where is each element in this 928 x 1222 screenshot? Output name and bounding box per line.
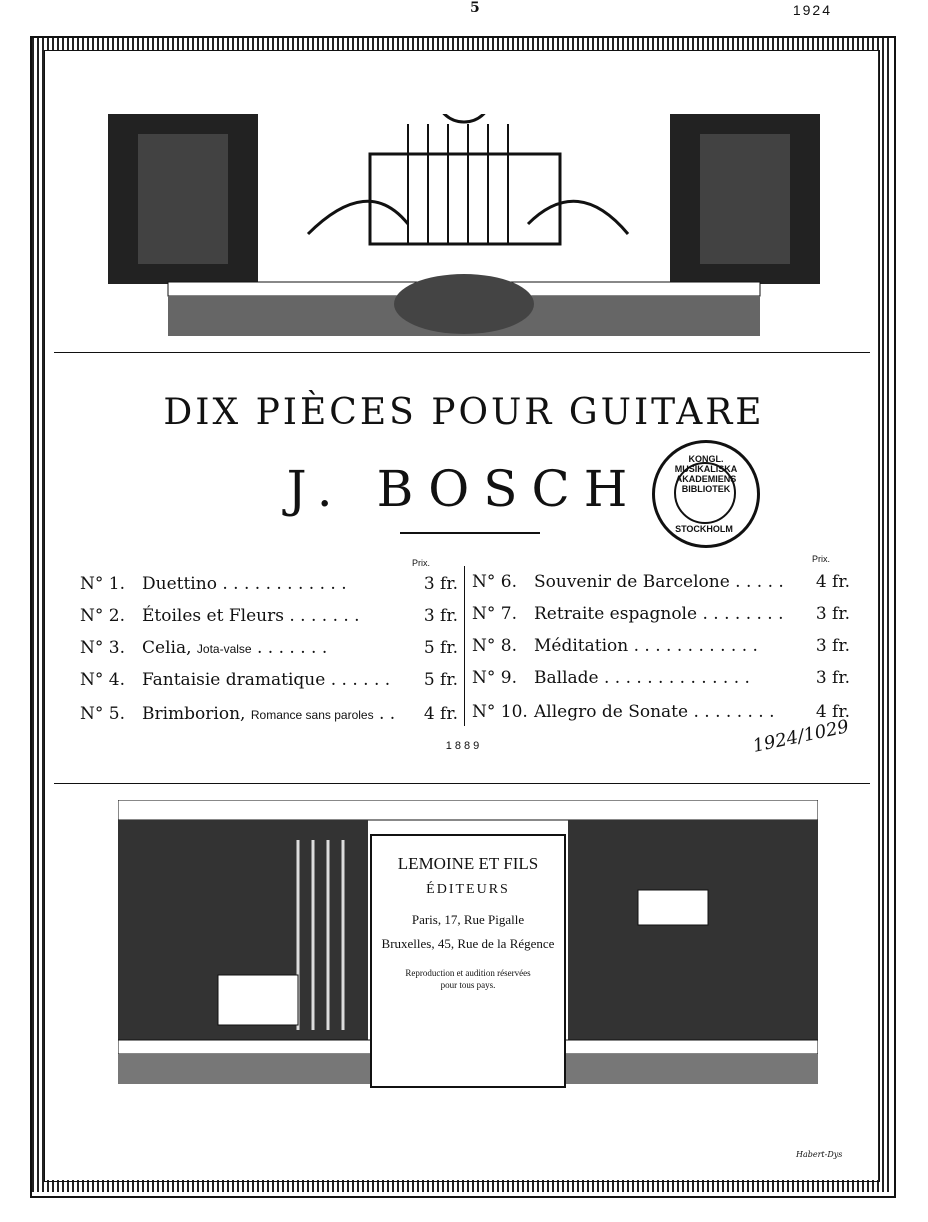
piece-price: 4 fr.: [815, 572, 850, 592]
piece-title: Étoiles et Fleurs: [142, 606, 284, 626]
stamp-city: STOCKHOLM: [675, 524, 733, 534]
piece-title: Celia,: [142, 638, 192, 658]
piece-row: N° 10. Allegro de Sonate . . . . . . . . 4 fr.: [472, 702, 850, 722]
piece-price: 3 fr.: [423, 606, 458, 626]
stamp-ring-text: KONGL. MUSIKALISKA AKADEMIENS BIBLIOTEK: [674, 454, 738, 494]
work-title: DIX PIÈCES POUR GUITARE: [163, 392, 765, 433]
rights-notice: Reproduction et audition réservées: [405, 968, 531, 978]
prix-label-left: Prix.: [412, 558, 430, 568]
piece-row: N° 5. Brimborion, Romance sans paroles . . 4 fr.: [80, 704, 458, 724]
piece-price: 3 fr.: [815, 636, 850, 656]
publication-date: 1889: [445, 740, 483, 752]
piece-number: N° 2.: [80, 606, 125, 626]
piece-number: N° 3.: [80, 638, 125, 658]
piece-title: Duettino: [142, 574, 217, 594]
piece-price: 5 fr.: [423, 638, 458, 658]
publisher-cartouche: [370, 834, 566, 1088]
piece-title: Ballade: [534, 668, 599, 688]
catalog-year: 1924: [792, 2, 832, 18]
piece-number: N° 4.: [80, 670, 125, 690]
piece-row: N° 1. Duettino . . . . . . . . . . . . 3 fr.: [80, 574, 458, 594]
piece-number: N° 5.: [80, 704, 125, 724]
engraver-signature: Habert-Dys: [796, 1150, 843, 1159]
publisher-address-paris: Paris, 17, Rue Pigalle: [411, 912, 525, 927]
piece-number: N° 1.: [80, 574, 125, 594]
piece-row: N° 8. Méditation . . . . . . . . . . . . 3 fr.: [472, 636, 850, 656]
piece-price: 5 fr.: [423, 670, 458, 690]
piece-row: N° 4. Fantaisie dramatique . . . . . . 5 fr.: [80, 670, 458, 690]
piece-number: N° 10.: [472, 702, 528, 722]
piece-row: N° 3. Celia, Jota-valse . . . . . . . 5 fr.: [80, 638, 458, 658]
piece-title: Retraite espagnole: [534, 604, 698, 624]
column-divider: [464, 566, 465, 726]
rights-notice-2: pour tous pays.: [440, 980, 496, 990]
piece-title: Brimborion,: [142, 704, 246, 724]
piece-title: Méditation: [534, 636, 629, 656]
piece-number: N° 9.: [472, 668, 517, 688]
piece-number: N° 7.: [472, 604, 517, 624]
title-rule: [400, 532, 540, 534]
composer-name: J. BOSCH: [286, 460, 642, 518]
handwritten-number: 1924/1029: [750, 716, 851, 757]
piece-number: N° 6.: [472, 572, 517, 592]
piece-row: N° 9. Ballade . . . . . . . . . . . . . . 3 fr.: [472, 668, 850, 688]
page-mark: 5: [470, 0, 480, 16]
piece-row: N° 6. Souvenir de Barcelone . . . . . 4 fr.: [472, 572, 850, 592]
piece-title: Souvenir de Barcelone: [534, 572, 730, 592]
publisher-name: LEMOINE ET FILS: [397, 854, 539, 873]
publisher-address-bruxelles: Bruxelles, 45, Rue de la Régence: [381, 936, 555, 951]
piece-subtitle: Romance sans paroles: [250, 708, 374, 722]
piece-price: 3 fr.: [815, 604, 850, 624]
publisher-role: ÉDITEURS: [426, 882, 510, 897]
piece-price: 4 fr.: [815, 702, 850, 722]
piece-price: 3 fr.: [423, 574, 458, 594]
piece-subtitle: Jota-valse: [196, 642, 252, 656]
piece-price: 3 fr.: [815, 668, 850, 688]
piece-row: N° 2. Étoiles et Fleurs . . . . . . . 3 fr.: [80, 606, 458, 626]
piece-title: Fantaisie dramatique: [142, 670, 326, 690]
piece-title: Allegro de Sonate: [534, 702, 689, 722]
piece-row: N° 7. Retraite espagnole . . . . . . . . 3 fr.: [472, 604, 850, 624]
piece-price: 4 fr.: [423, 704, 458, 724]
top-engraving: [108, 114, 820, 352]
piece-number: N° 8.: [472, 636, 517, 656]
prix-label-right: Prix.: [812, 554, 830, 564]
